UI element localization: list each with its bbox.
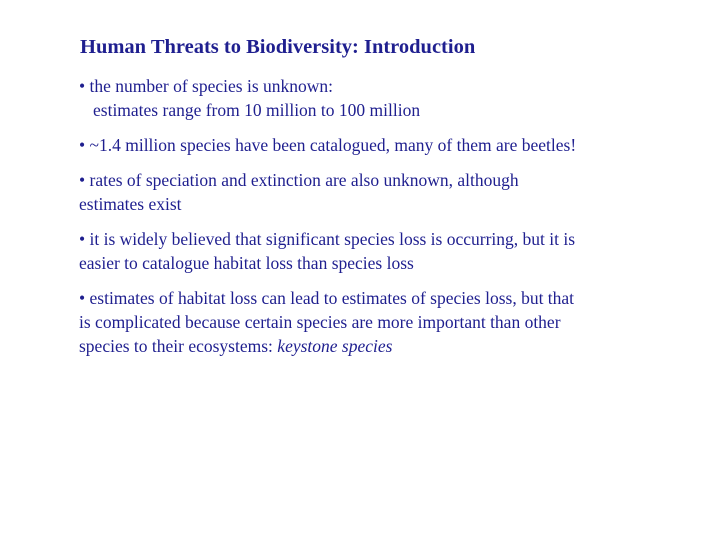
bullet-line-text: species to their ecosystems:	[79, 336, 278, 356]
bullet-line: • the number of species is unknown:	[79, 76, 333, 96]
bullet-species-count	[79, 74, 679, 122]
bullet-line: • ~1.4 million species have been catalogued, many of them are beetles!	[79, 135, 577, 155]
slide-title: Human Threats to Biodiversity: Introduction	[80, 36, 476, 58]
bullet-speciation-rates	[79, 168, 679, 216]
bullet-line	[79, 334, 679, 358]
bullet-catalogued	[79, 133, 679, 157]
bullet-line: estimates range from 10 million to 100 million	[93, 100, 421, 120]
bullet-habitat-loss	[79, 286, 679, 358]
bullet-line: • estimates of habitat loss can lead to estimates of species loss, but that	[79, 288, 575, 308]
bullet-line: easier to catalogue habitat loss than species loss	[79, 253, 414, 273]
bullet-line: • rates of speciation and extinction are also unknown, although	[79, 170, 519, 190]
bullet-species-loss	[79, 227, 679, 275]
bullet-line: • it is widely believed that significant species loss is occurring, but it is	[79, 229, 576, 249]
bullet-line: is complicated because certain species are more important than other	[79, 312, 561, 332]
keystone-species-term: keystone species	[277, 336, 393, 356]
bullet-line: estimates exist	[79, 194, 182, 214]
bullet-list	[79, 74, 679, 369]
